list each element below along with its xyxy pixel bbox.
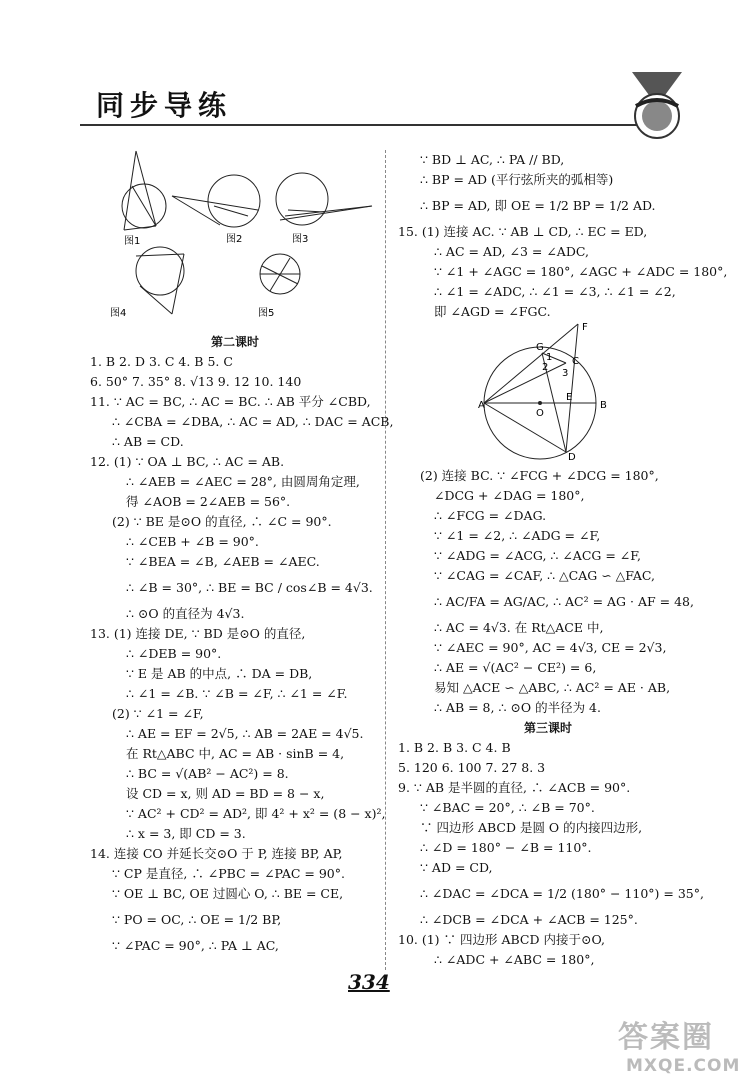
answer-line: 9. ∵ AB 是半圆的直径, ∴ ∠ACB = 90°. bbox=[398, 780, 631, 795]
fig-label-5: 图5 bbox=[258, 308, 275, 319]
fig-label-4: 图4 bbox=[110, 308, 127, 319]
answer-line: ∵ ∠BEA = ∠B, ∠AEB = ∠AEC. bbox=[126, 554, 320, 569]
answer-line: ∴ ∠FCG = ∠DAG. bbox=[434, 508, 547, 523]
header-rule bbox=[80, 124, 640, 126]
answer-line: ∴ ∠DCB = ∠DCA + ∠ACB = 125°. bbox=[420, 912, 638, 927]
answer-line: ∴ ∠AEB = ∠AEC = 28°, 由圆周角定理, bbox=[126, 474, 360, 489]
figure-point-label: 2 bbox=[542, 362, 549, 373]
answer-line: ∴ AE = EF = 2√5, ∴ AB = 2AE = 4√5. bbox=[126, 726, 364, 741]
answer-line: ∴ AC = AD, ∠3 = ∠ADC, bbox=[434, 244, 589, 259]
answer-line: ∴ ∠1 = ∠B. ∵ ∠B = ∠F, ∴ ∠1 = ∠F. bbox=[126, 686, 348, 701]
figure-point-label: 1 bbox=[546, 352, 553, 363]
watermark bbox=[618, 1012, 740, 1076]
answer-line: 13. (1) 连接 DE, ∵ BD 是⊙O 的直径, bbox=[90, 626, 306, 641]
page-number: 334 bbox=[348, 970, 390, 994]
answer-line: 11. ∵ AC = BC, ∴ AC = BC. ∴ AB 平分 ∠CBD, bbox=[90, 394, 371, 409]
answer-line: ∴ AC/FA = AG/AC, ∴ AC² = AG · AF = 48, bbox=[434, 594, 694, 609]
right-column-top bbox=[398, 150, 728, 322]
answer-line: ∴ ∠B = 30°, ∴ BE = BC / cos∠B = 4√3. bbox=[126, 580, 373, 595]
answer-line: ∴ BP = AD, 即 OE = 1/2 BP = 1/2 AD. bbox=[420, 198, 656, 213]
right-column-bottom bbox=[398, 466, 704, 970]
answer-line: ∵ ∠BAC = 20°, ∴ ∠B = 70°. bbox=[420, 800, 595, 815]
answer-line: ∴ ∠ADC + ∠ABC = 180°, bbox=[434, 952, 595, 967]
answer-line: ∴ AC = 4√3. 在 Rt△ACE 中, bbox=[434, 620, 604, 635]
answer-line: ∵ AD = CD, bbox=[420, 860, 493, 875]
answer-line: ∴ ∠CEB + ∠B = 90°. bbox=[126, 534, 259, 549]
answer-line: ∵ E 是 AB 的中点, ∴ DA = DB, bbox=[126, 666, 313, 681]
answer-line: (2) ∵ ∠1 = ∠F, bbox=[112, 706, 204, 721]
answer-line: 1. B 2. B 3. C 4. B bbox=[398, 740, 511, 755]
figure-point-label: O bbox=[536, 408, 544, 419]
answer-line: ∴ ∠D = 180° − ∠B = 110°. bbox=[420, 840, 592, 855]
answer-line: ∴ x = 3, 即 CD = 3. bbox=[126, 826, 246, 841]
answer-line: ∵ ∠1 = ∠2, ∴ ∠ADG = ∠F, bbox=[434, 528, 601, 543]
answer-line: (2) ∵ BE 是⊙O 的直径, ∴ ∠C = 90°. bbox=[112, 514, 332, 529]
answer-line: ∠DCG + ∠DAG = 180°, bbox=[434, 488, 585, 503]
brand-logo bbox=[626, 72, 688, 144]
answer-line: ∵ OE ⊥ BC, OE 过圆心 O, ∴ BE = CE, bbox=[112, 886, 344, 901]
answer-line: 1. B 2. D 3. C 4. B 5. C bbox=[90, 354, 233, 369]
answer-line: 易知 △ACE ∽ △ABC, ∴ AC² = AE · AB, bbox=[434, 680, 671, 695]
figure-point-label: E bbox=[566, 392, 573, 403]
fig-label-2: 图2 bbox=[226, 234, 243, 245]
figure-point-label: G bbox=[536, 342, 544, 353]
figure-point-label: A bbox=[478, 400, 485, 411]
section-heading: 第三课时 bbox=[523, 721, 572, 735]
answer-line: ∵ ∠ADG = ∠ACG, ∴ ∠ACG = ∠F, bbox=[434, 548, 641, 563]
answer-line: 14. 连接 CO 并延长交⊙O 于 P, 连接 BP, AP, bbox=[90, 846, 343, 861]
answer-line: 设 CD = x, 则 AD = BD = 8 − x, bbox=[126, 786, 325, 801]
section-heading: 第二课时 bbox=[210, 335, 259, 349]
answer-line: ∴ BC = √(AB² − AC²) = 8. bbox=[126, 766, 289, 781]
figure-point-label: 3 bbox=[562, 368, 569, 379]
figure-point-label: D bbox=[568, 452, 576, 460]
answer-line: ∴ BP = AD (平行弦所夹的弧相等) bbox=[420, 172, 614, 187]
answer-line: ∵ CP 是直径, ∴ ∠PBC = ∠PAC = 90°. bbox=[112, 866, 345, 881]
answer-line: ∵ ∠AEC = 90°, AC = 4√3, CE = 2√3, bbox=[434, 640, 667, 655]
answer-line: ∵ PO = OC, ∴ OE = 1/2 BP, bbox=[112, 912, 282, 927]
watermark-top-text: 答案圈 bbox=[618, 1020, 714, 1055]
watermark-bottom-text: MXQE.COM bbox=[626, 1056, 741, 1076]
answer-line: 12. (1) ∵ OA ⊥ BC, ∴ AC = AB. bbox=[90, 454, 285, 469]
answer-line: ∵ ∠1 + ∠AGC = 180°, ∠AGC + ∠ADC = 180°, bbox=[434, 264, 728, 279]
problem-15-figure bbox=[478, 320, 612, 460]
answer-line: (2) 连接 BC. ∵ ∠FCG + ∠DCG = 180°, bbox=[420, 468, 659, 483]
answer-line: ∴ ⊙O 的直径为 4√3. bbox=[126, 606, 245, 621]
page-title: 同步导练 bbox=[96, 89, 233, 122]
answer-line: 5. 120 6. 100 7. 27 8. 3 bbox=[398, 760, 546, 775]
answer-line: ∴ ∠1 = ∠ADC, ∴ ∠1 = ∠3, ∴ ∠1 = ∠2, bbox=[434, 284, 676, 299]
answer-line: ∴ AB = 8, ∴ ⊙O 的半径为 4. bbox=[434, 700, 601, 715]
answer-line: 在 Rt△ABC 中, AC = AB · sinB = 4, bbox=[126, 746, 345, 761]
answer-line: 10. (1) ∵ 四边形 ABCD 内接于⊙O, bbox=[398, 932, 605, 947]
answer-line: ∴ ∠DEB = 90°. bbox=[126, 646, 222, 661]
figure-point-label: F bbox=[582, 322, 588, 333]
answer-line: ∵ AC² + CD² = AD², 即 4² + x² = (8 − x)², bbox=[126, 806, 386, 821]
answer-line: 得 ∠AOB = 2∠AEB = 56°. bbox=[126, 494, 291, 509]
answer-line: 即 ∠AGD = ∠FGC. bbox=[434, 304, 551, 319]
column-divider bbox=[385, 150, 386, 970]
answer-line: ∴ ∠CBA = ∠DBA, ∴ AC = AD, ∴ DAC = ACB, bbox=[112, 414, 394, 429]
answer-line: ∵ ∠CAG = ∠CAF, ∴ △CAG ∽ △FAC, bbox=[434, 568, 655, 583]
answer-line: ∵ BD ⊥ AC, ∴ PA // BD, bbox=[420, 152, 565, 167]
left-column bbox=[90, 332, 394, 956]
answer-line: ∴ AE = √(AC² − CE²) = 6, bbox=[434, 660, 597, 675]
answer-line: ∵ ∠PAC = 90°, ∴ PA ⊥ AC, bbox=[112, 938, 279, 953]
fig-label-1: 图1 bbox=[124, 236, 141, 247]
answer-line: ∴ AB = CD. bbox=[112, 434, 184, 449]
answer-line: 15. (1) 连接 AC. ∵ AB ⊥ CD, ∴ EC = ED, bbox=[398, 224, 648, 239]
fig-label-3: 图3 bbox=[292, 234, 309, 245]
answer-line: ∴ ∠DAC = ∠DCA = 1/2 (180° − 110°) = 35°, bbox=[420, 886, 704, 901]
answer-line: ∵ 四边形 ABCD 是圆 O 的内接四边形, bbox=[420, 820, 643, 835]
answer-line: 6. 50° 7. 35° 8. √13 9. 12 10. 140 bbox=[90, 374, 302, 389]
figure-point-label: C bbox=[572, 356, 579, 367]
circle-figures-1-5 bbox=[110, 146, 380, 326]
figure-point-label: B bbox=[600, 400, 607, 411]
